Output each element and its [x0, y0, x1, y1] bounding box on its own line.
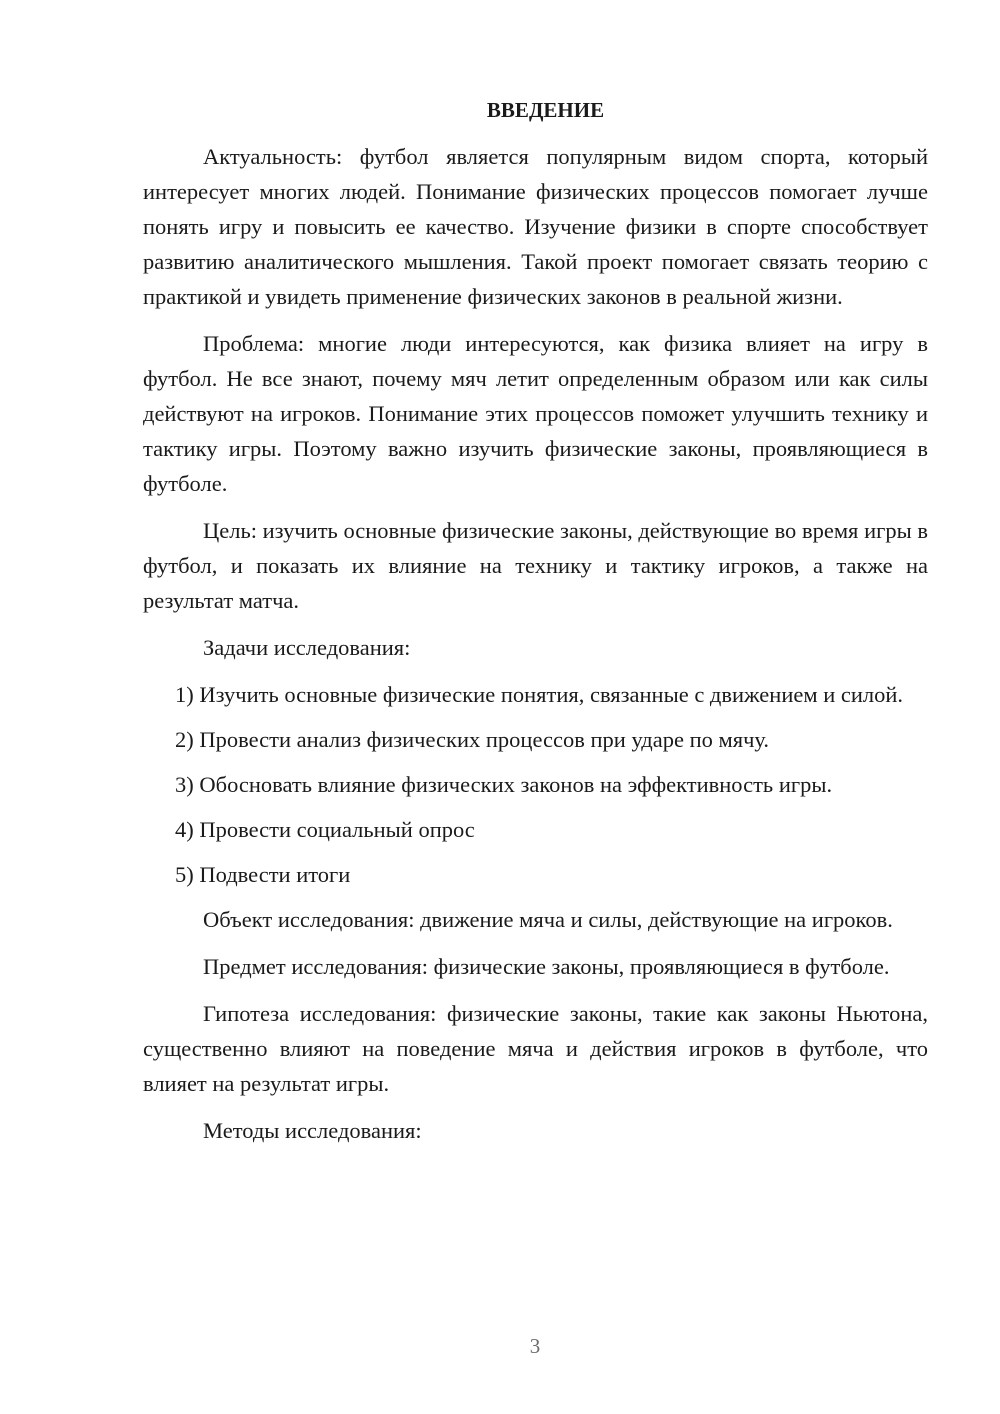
- paragraph-relevance: Актуальность: футбол является популярным видом спорта, который интересует многих людей. Понимание физических процессов помогает лучше понять игру и повысить ее качество. Изучение физики в спорте способствует развитию аналитического мышления. Такой проект помогает связать теорию с практикой и увидеть применение физических законов в реальной жизни.: [143, 144, 928, 309]
- task-item: 1) Изучить основные физические понятия, связанные с движением и силой.: [175, 682, 904, 707]
- task-item: 4) Провести социальный опрос: [175, 817, 475, 842]
- paragraph-problem: Проблема: многие люди интересуются, как физика влияет на игру в футбол. Не все знают, почему мяч летит определенным образом или как силы действуют на игроков. Понимание этих процессов поможет улучшить технику и тактику игры. Поэтому важно изучить физические законы, проявляющиеся в футболе.: [143, 331, 928, 496]
- page-number: 3: [529, 1334, 541, 1358]
- tasks-list: [143, 677, 928, 892]
- paragraph-hypothesis: Гипотеза исследования: физические законы, такие как законы Ньютона, существенно влияют на поведение мяча и действия игроков в футболе, что влияет на результат игры.: [143, 1001, 928, 1096]
- paragraph-tasks-heading: Задачи исследования:: [203, 635, 411, 660]
- paragraph-methods: Методы исследования:: [203, 1118, 422, 1143]
- paragraph-subject: Предмет исследования: физические законы, проявляющиеся в футболе.: [203, 954, 890, 979]
- paragraph-object: Объект исследования: движение мяча и силы, действующие на игроков.: [203, 907, 893, 932]
- section-title: ВВЕДЕНИЕ: [486, 98, 605, 122]
- task-item: 5) Подвести итоги: [175, 862, 351, 887]
- document-page: [143, 95, 928, 1160]
- paragraph-goal: Цель: изучить основные физические законы, действующие во время игры в футбол, и показать их влияние на технику и тактику игроков, а также на результат матча.: [143, 518, 928, 613]
- task-item: 2) Провести анализ физических процессов при ударе по мячу.: [175, 727, 770, 752]
- task-item: 3) Обосновать влияние физических законов на эффективность игры.: [175, 772, 833, 797]
